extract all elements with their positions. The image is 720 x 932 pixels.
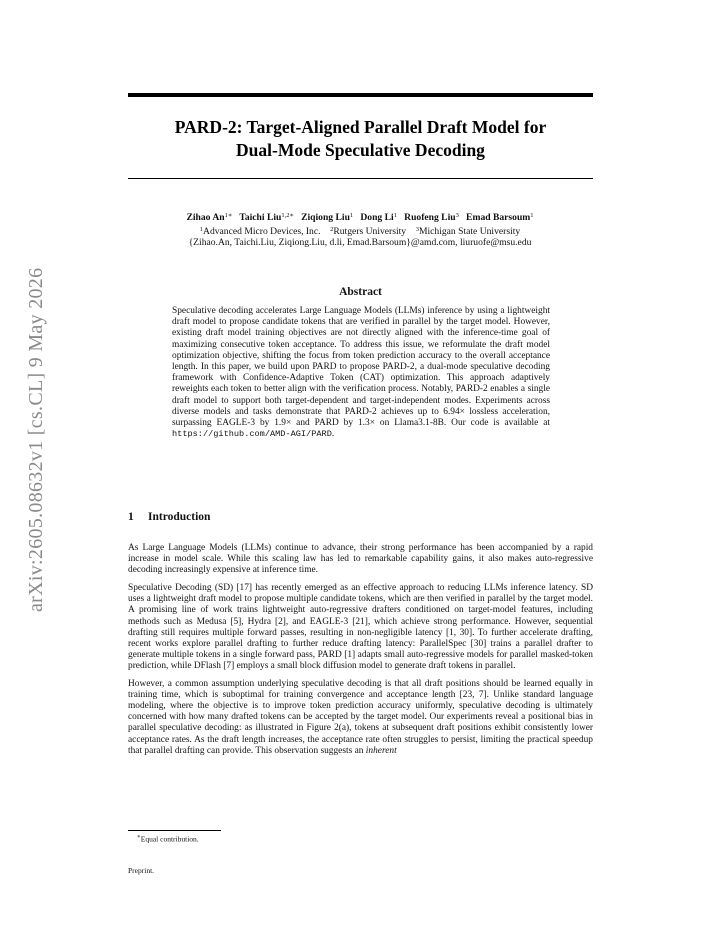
author-name: Dong Li xyxy=(360,212,394,223)
author-name: Ruofeng Liu xyxy=(404,212,456,223)
footnote-rule xyxy=(128,830,221,831)
section-body xyxy=(128,543,593,764)
section-title: Introduction xyxy=(148,511,211,523)
arxiv-id-text: arXiv:2605.08632v1 [cs.CL] 9 May 2026 xyxy=(25,267,47,612)
author-affil-mark: 1 xyxy=(530,212,534,219)
paragraph: Speculative Decoding (SD) [17] has recently emerged as an effective approach to reducing LLMs inference latency. SD uses a lightweight draft model to propose multiple candidate tokens, which are then verified in parallel by the target model. A promising line of work trains lightweight auto-regressive drafters conditioned on target-model features, including methods such as Medusa [5], Hydra [2], and EAGLE-3 [21], which achieve strong performance. However, sequential drafting still requires multiple forward passes, resulting in non-negligible latency [1, 30]. To further accelerate drafting, recent works explore parallel drafting to further reduce drafting latency: ParallelSpec [30] trains a parallel drafter to generate multiple tokens in a single forward pass, PARD [1] adapts small auto-regressive models for parallel masked-token prediction, while DFlash [7] employs a small block diffusion model to generate draft tokens in parallel. xyxy=(128,583,593,671)
preprint-label: Preprint. xyxy=(128,866,155,875)
paragraph: As Large Language Models (LLMs) continue to advance, their strong performance has been accompanied by a rapid increase in model scale. While this scaling law has led to remarkable capability gains, it also makes auto-regressive decoding increasingly expensive at inference time. xyxy=(128,543,593,576)
abstract-body xyxy=(172,306,550,440)
abstract-text: Speculative decoding accelerates Large Language Models (LLMs) inference by using a lightweight draft model to propose candidate tokens that are verified in parallel by the target model. However, existing draft model training objectives are not directly aligned with the inference-time goal of maximizing consecutive token acceptance. To address this issue, we reformulate the draft model optimization objective, shifting the focus from token prediction accuracy to the overall acceptance length. In this paper, we build upon PARD to propose PARD-2, a dual-mode speculative decoding framework with Confidence-Adaptive Token (CAT) optimization. This approach adaptively reweights each token to better align with the verification process. Notably, PARD-2 enables a single draft model to support both target-dependent and target-independent modes. Experiments across diverse models and tasks demonstrate that PARD-2 achieves up to 6.94× lossless acceleration, surpassing EAGLE-3 by 1.9× and PARD by 1.3× on Llama3.1-8B. Our code is available at xyxy=(172,306,550,429)
title-top-rule xyxy=(128,93,593,97)
section-heading xyxy=(128,511,593,523)
author-affil-mark: 1,2∗ xyxy=(281,212,294,219)
author-affil-mark: 1 xyxy=(349,212,354,219)
author-affil-mark: 1 xyxy=(393,212,397,219)
author-name: Emad Barsoum xyxy=(466,212,531,223)
title-line-2: Dual-Mode Speculative Decoding xyxy=(236,140,485,160)
author-affil-mark: 1∗ xyxy=(224,212,233,219)
affil-mark: 1 xyxy=(199,225,204,233)
title-bottom-rule xyxy=(128,178,593,179)
footnote xyxy=(137,834,199,844)
title-line-1: PARD-2: Target-Aligned Parallel Draft Model for xyxy=(174,117,547,137)
affiliation: Rutgers University xyxy=(333,225,407,237)
paper-title xyxy=(128,116,593,162)
author-name: Ziqiong Liu xyxy=(301,212,350,223)
affiliation: Advanced Micro Devices, Inc. xyxy=(203,225,321,237)
emphasis: inherent xyxy=(365,745,397,756)
abstract-end: . xyxy=(331,429,335,440)
code-link[interactable]: https://github.com/AMD-AGI/PARD xyxy=(172,429,332,440)
author-block xyxy=(110,210,610,249)
paragraph-text: However, a common assumption underlying speculative decoding is that all draft positions should be learned equally in training time, which is suboptimal for training convergence and acceptance length [23, 7]. Unlike standard language modeling, where the objective is to improve token prediction accuracy uniformly, speculative decoding is ultimately concerned with how many drafted tokens can be accepted by the target model. Our experiments reveal a positional bias in parallel speculative decoding: as illustrated in Figure 2(a), tokens at subsequent draft positions exhibit consistently lower acceptance rates. As the draft length increases, the acceptance rate often struggles to persist, limiting the practical speedup that parallel drafting can provide. This observation suggests an xyxy=(128,679,593,756)
author-name: Taichi Liu xyxy=(239,212,282,223)
affiliations xyxy=(110,224,610,238)
section-number: 1 xyxy=(128,511,134,523)
paragraph xyxy=(128,679,593,757)
affil-mark: 3 xyxy=(415,225,419,233)
abstract-heading: Abstract xyxy=(339,286,382,298)
footnote-text: Equal contribution. xyxy=(140,834,199,844)
author-emails: {Zihao.An, Taichi.Liu, Ziqiong.Liu, d.li, Emad.Barsoum}@amd.com, liuruofe@msu.edu xyxy=(188,237,532,248)
author-names xyxy=(110,210,610,224)
author-affil-mark: 3 xyxy=(455,212,459,219)
affil-mark: 2 xyxy=(330,225,334,233)
affiliation: Michigan State University xyxy=(418,225,521,237)
author-name: Zihao An xyxy=(186,212,225,223)
footnote-mark: ∗ xyxy=(137,834,141,840)
